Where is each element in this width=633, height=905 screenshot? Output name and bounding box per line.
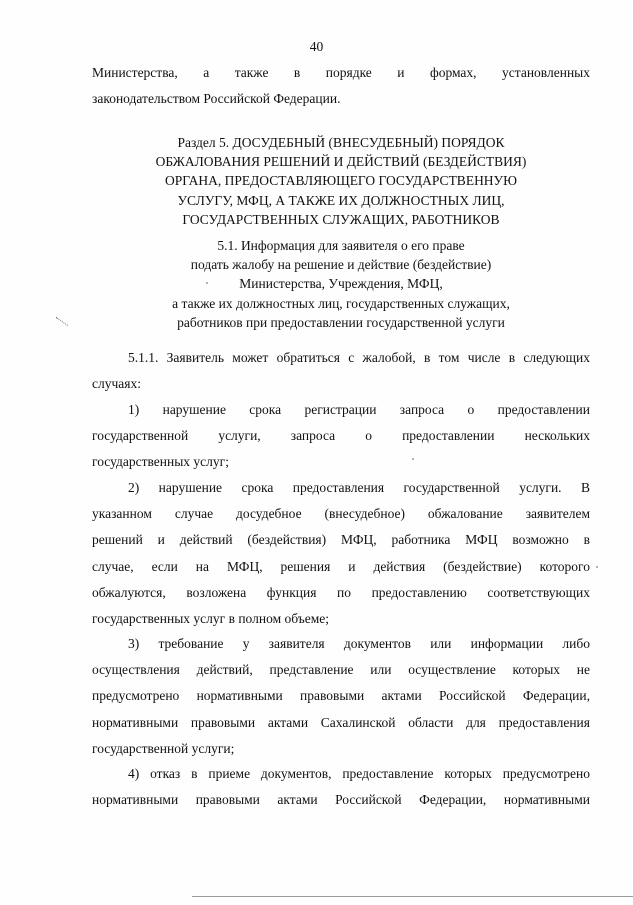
subsection-title-line: а также их должностных лиц, государственных служащих, <box>172 295 510 311</box>
list-item-3 <box>92 631 590 762</box>
text-line: случаях: <box>92 376 141 392</box>
scan-speck <box>596 566 598 568</box>
text-line: 1) нарушение срока регистрации запроса о предоставлении <box>128 402 590 417</box>
list-item-4 <box>92 761 590 813</box>
text-line: 3) требование у заявителя документов или информации либо <box>128 636 590 651</box>
text-line: осуществления действий, представление или осуществление которых не <box>92 662 590 678</box>
subsection-title-line: 5.1. Информация для заявителя о его праве <box>217 238 465 253</box>
text-line: государственной услуги; <box>92 740 235 756</box>
section-title-line: ОБЖАЛОВАНИЯ РЕШЕНИЙ И ДЕЙСТВИЙ (БЕЗДЕЙСТВИЯ) <box>155 154 527 170</box>
section-title <box>92 133 590 229</box>
subsection-title-line: работников при предоставлении государственной услуги <box>177 314 505 330</box>
text-line: нормативными правовыми актами Российской Федерации, нормативными <box>92 792 590 808</box>
page-number: 40 <box>309 39 324 54</box>
scan-speck <box>412 458 414 460</box>
paragraph-5-1-1 <box>92 345 590 397</box>
subsection-title <box>92 236 590 332</box>
list-item-1 <box>92 397 590 476</box>
section-title-line: УСЛУГУ, МФЦ, А ТАКЖЕ ИХ ДОЛЖНОСТНЫХ ЛИЦ, <box>177 192 505 208</box>
text-line: государственной услуги, запроса о предоставлении нескольких <box>92 428 590 444</box>
text-line: государственных услуг в полном объеме; <box>92 611 330 627</box>
text-line: 5.1.1. Заявитель может обратиться с жалобой, в том числе в следующих <box>128 350 590 365</box>
list-item-2 <box>92 475 590 632</box>
text-line: случае, если на МФЦ, решения и действия (бездействие) которого <box>92 558 590 574</box>
text-line: законодательством Российской Федерации. <box>92 91 341 107</box>
scan-artifact-mark <box>50 317 68 334</box>
bottom-edge-line <box>192 896 633 897</box>
text-line: государственных услуг; <box>92 454 229 470</box>
scan-speck <box>206 282 208 284</box>
text-line: предусмотрено нормативными правовыми актами Российской Федерации, <box>92 688 590 704</box>
text-line: решений и действий (бездействия) МФЦ, работника МФЦ возможно в <box>92 532 590 548</box>
text-line: указанном случае досудебное (внесудебное) обжалование заявителем <box>92 506 590 522</box>
text-line: нормативными правовыми актами Сахалинской области для предоставления <box>92 714 590 730</box>
section-title-line: ОРГАНА, ПРЕДОСТАВЛЯЮЩЕГО ГОСУДАРСТВЕННУЮ <box>165 173 517 189</box>
subsection-title-line: подать жалобу на решение и действие (бездействие) <box>190 257 492 273</box>
intro-paragraph <box>92 60 590 112</box>
text-line: 2) нарушение срока предоставления государственной услуги. В <box>128 480 590 495</box>
section-title-line: ГОСУДАРСТВЕННЫХ СЛУЖАЩИХ, РАБОТНИКОВ <box>182 211 500 227</box>
text-line: 4) отказ в приеме документов, предоставление которых предусмотрено <box>128 766 590 781</box>
subsection-title-line: Министерства, Учреждения, МФЦ, <box>239 276 443 292</box>
text-line: обжалуются, возложена функция по предоставлению соответствующих <box>92 584 590 600</box>
section-title-line: Раздел 5. ДОСУДЕБНЫЙ (ВНЕСУДЕБНЫЙ) ПОРЯДОК <box>177 135 505 150</box>
text-line: Министерства, а также в порядке и формах, установленных <box>92 65 590 80</box>
